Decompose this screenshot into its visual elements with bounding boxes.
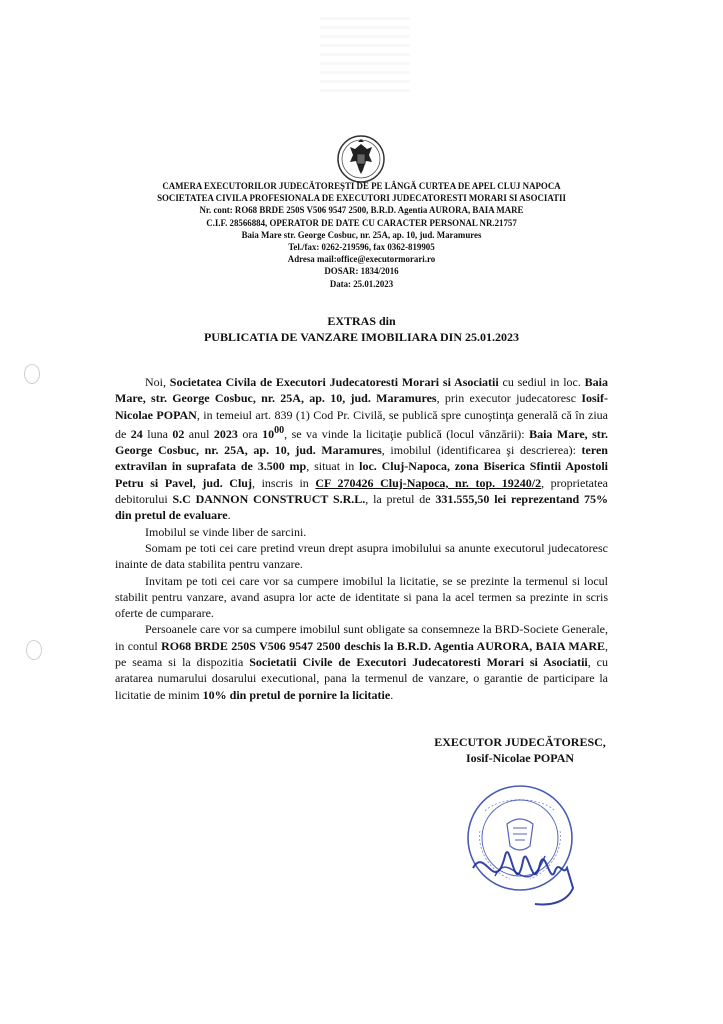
document-date: Data: 25.01.2023 (329, 278, 394, 289)
text-run: cu sediul in loc. (498, 375, 585, 389)
starting-price: 331.555,50 lei reprezentand 75% din pretul de evaluare (115, 492, 608, 523)
paragraph-invitation: Invitam pe toti cei care vor sa cumpere imobilul la licitatie, se se prezinte la termenul si locul stabilit pentru vanzare, avand asupra lor acte de identitate si pana la acel termen sa prezinte in scris oferte de cumparare. (115, 573, 608, 621)
property-description: teren extravilan in suprafata de 3.500 mp (115, 443, 608, 474)
address: Baia Mare str. George Cosbuc, nr. 25A, ap. 10, jud. Maramures (241, 229, 482, 240)
text-run: luna (142, 426, 173, 441)
faded-watermark (320, 12, 410, 92)
debtor-name: S.C DANNON CONSTRUCT S.R.L. (172, 492, 366, 507)
bank-branch-bold: deschis la B.R.D. Agentia AURORA, BAIA MARE (340, 638, 606, 653)
signature-block (420, 734, 620, 766)
letterhead (100, 180, 623, 290)
paragraph-announcement (115, 374, 608, 524)
account-number-bold: RO68 BRDE 250S V506 9547 2500 (161, 638, 341, 653)
signature-name: Iosif-Nicolae POPAN (465, 751, 575, 765)
company-name: SOCIETATEA CIVILA PROFESIONALA DE EXECUTORI JUDECATORESTI MORARI SI ASOCIATII (157, 193, 566, 204)
land-registry-ref: CF 270426 Cluj-Napoca, nr. top. 19240/2 (315, 475, 542, 490)
title-line-2: PUBLICATIA DE VANZARE IMOBILIARA DIN 25.01.2023 (203, 330, 520, 344)
auction-year: 2023 (213, 426, 238, 441)
text-run: , proprietatea debitorului (115, 475, 608, 507)
paragraph-guarantee (115, 621, 608, 702)
text-run: Persoanele care vor sa cumpere imobilul sunt obligate sa consemneze la BRD-Societe Generale, in contul (115, 622, 608, 653)
company-name-bold: Societatea Civila de Executori Judecatoresti Morari si Asociatii (169, 375, 499, 389)
text-run: anul (184, 426, 214, 441)
executor-name-bold: Iosif-Nicolae POPAN (115, 391, 609, 422)
auction-day: 24 (130, 426, 143, 441)
hour-value: 10 (262, 426, 275, 441)
text-run: . (227, 508, 231, 523)
bank-account: Nr. cont: RO68 BRDE 250S V506 9547 2500, B.R.D. Agentia AURORA, BAIA MARE (199, 205, 524, 216)
phone-fax: Tel./fax: 0262-219596, fax 0362-819905 (288, 242, 435, 253)
official-stamp-with-signature (455, 776, 595, 916)
text-run: . (390, 687, 394, 702)
text-run: Noi, (145, 375, 170, 389)
fiscal-code: C.I.F. 28566884, OPERATOR DE DATE CU CARACTER PERSONAL NR.21757 (206, 217, 517, 228)
text-run: , imobilul (identificarea şi descrierea): (381, 443, 582, 458)
address-bold: Baia Mare, str. George Cosbuc, nr. 25A, ap. 10, jud. Maramures (115, 375, 609, 406)
chamber-name: CAMERA EXECUTORILOR JUDECĂTOREȘTI DE PE LÂNGĂ CURTEA DE APEL CLUJ NAPOCA (162, 181, 561, 191)
document-body (115, 374, 608, 703)
paragraph-claims-notice: Somam pe toti cei care pretind vreun drept asupra imobilului sa anunte executorul judecatoresc inainte de data stabilita pentru vanzare. (115, 540, 608, 572)
text-run: , se va vinde la licitaţie publică (locul vânzării): (284, 426, 530, 441)
auction-month: 02 (172, 426, 185, 441)
text-run: ora (237, 426, 263, 441)
company-name-bold: Societatii Civile de Executori Judecatoresti Morari si Asociatii (249, 655, 588, 670)
email: Adresa mail:office@executormorari.ro (287, 254, 436, 265)
text-run: , inscris in (251, 475, 316, 490)
text-run: , cu aratarea numarului dosarului executional, pana la termenul de vanzare, o garantie de participare la licitatie de minim (115, 655, 608, 702)
auction-hour (262, 424, 285, 441)
signature-title: EXECUTOR JUDECĂTORESC, (434, 735, 606, 749)
paragraph-no-encumbrance: Imobilul se vinde liber de sarcini. (145, 524, 307, 539)
text-run: , pe seama si la dispozitia (115, 638, 609, 670)
guarantee-amount: 10% din pretul de pornire la licitatie (202, 687, 391, 702)
romania-coat-of-arms-icon (336, 134, 386, 184)
punch-hole-bottom (26, 640, 42, 660)
case-number: DOSAR: 1834/2016 (324, 266, 399, 277)
text-run: , situat in (306, 459, 360, 474)
minute-value: 00 (274, 424, 285, 436)
text-run: , la pretul de (365, 492, 436, 507)
text-run: , prin executor judecatoresc (436, 391, 582, 406)
title-line-1: EXTRAS din (327, 314, 396, 328)
property-location: loc. Cluj-Napoca, zona Biserica Sfintii Apostoli Petru si Pavel, jud. Cluj (115, 459, 608, 490)
text-run: , in temeiul art. 839 (1) Cod Pr. Civilă, se publică spre cunoştinţa generală că în ziua de (115, 407, 609, 441)
punch-hole-top (24, 364, 40, 384)
document-title (100, 313, 623, 345)
sale-location-bold: Baia Mare, str. George Cosbuc, nr. 25A, ap. 10, jud. Maramures (115, 426, 608, 458)
